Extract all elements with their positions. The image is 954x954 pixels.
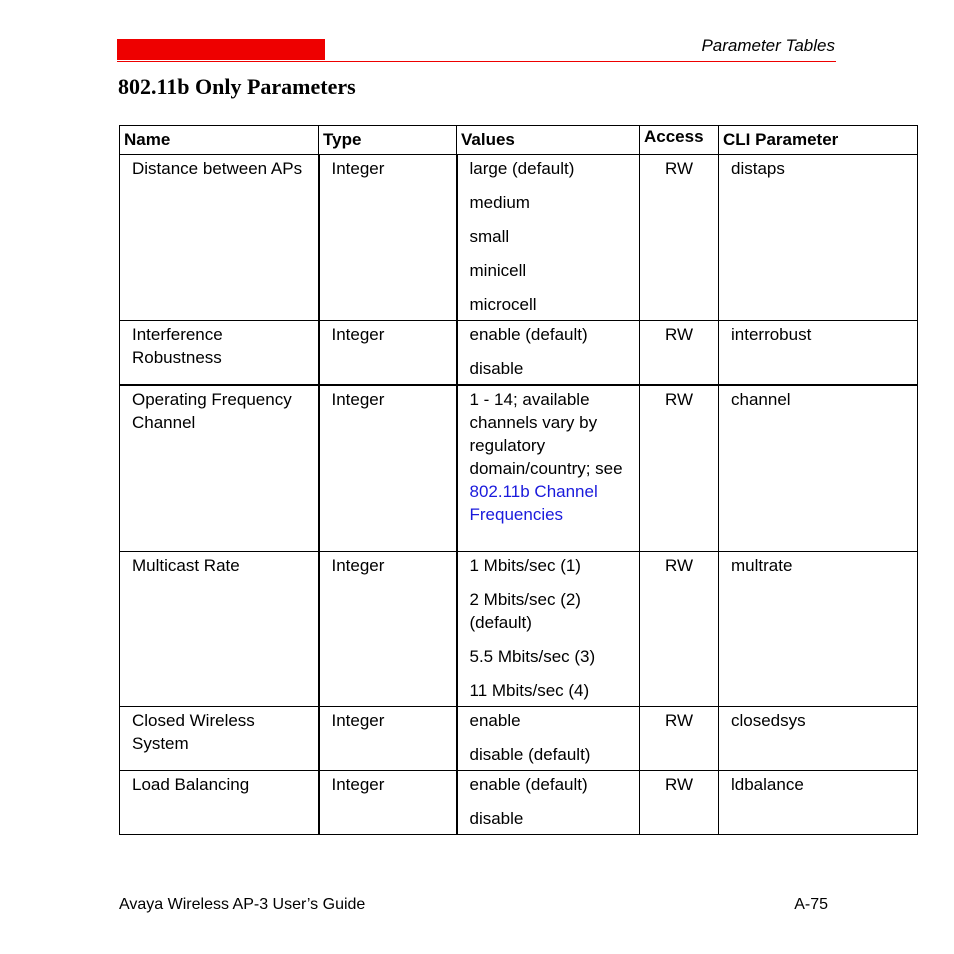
- header-red-bar: [117, 39, 325, 60]
- cell-values: [457, 770, 640, 834]
- cell-type: Integer: [319, 551, 457, 706]
- value-item: 11 Mbits/sec (4): [469, 680, 590, 700]
- column-header-values: Values: [457, 126, 640, 155]
- cell-cli-parameter: interrobust: [719, 321, 918, 386]
- cell-values: [457, 385, 640, 551]
- cell-name: Multicast Rate: [120, 551, 319, 706]
- value-item: enable (default): [469, 774, 588, 794]
- parameters-table: [119, 125, 918, 835]
- value-item: disable: [469, 808, 524, 828]
- table-row: [120, 155, 918, 321]
- value-item: enable (default): [469, 325, 588, 344]
- column-header-name: Name: [120, 126, 319, 155]
- value-item: 1 Mbits/sec (1): [469, 555, 581, 575]
- cell-access: RW: [640, 551, 719, 706]
- value-item: 2 Mbits/sec (2) (default): [469, 589, 581, 632]
- table-row: [120, 706, 918, 770]
- table-row: [120, 385, 918, 551]
- cell-name: Load Balancing: [120, 770, 319, 834]
- cell-access: RW: [640, 706, 719, 770]
- cell-type: Integer: [319, 385, 457, 551]
- value-item: minicell: [469, 261, 527, 280]
- footer-guide-title: Avaya Wireless AP-3 User’s Guide: [119, 896, 366, 913]
- column-header-access: Access: [640, 126, 719, 155]
- cell-type: Integer: [319, 321, 457, 386]
- cell-name: Distance between APs: [120, 155, 319, 321]
- cell-values: [457, 321, 640, 386]
- cell-name: Interference Robustness: [120, 321, 319, 386]
- cell-type: Integer: [319, 155, 457, 321]
- cell-type: Integer: [319, 770, 457, 834]
- cell-name: Closed Wireless System: [120, 706, 319, 770]
- cell-cli-parameter: multrate: [719, 551, 918, 706]
- section-title: 802.11b Only Parameters: [118, 74, 356, 99]
- cell-access: RW: [640, 385, 719, 551]
- value-item: small: [469, 227, 510, 246]
- cell-cli-parameter: ldbalance: [719, 770, 918, 834]
- cell-access: RW: [640, 321, 719, 386]
- value-text: 1 - 14; available channels vary by regulatory domain/country; see: [469, 390, 623, 478]
- cell-values: [457, 551, 640, 706]
- cell-access: RW: [640, 155, 719, 321]
- value-item: disable (default): [469, 744, 591, 764]
- cell-cli-parameter: distaps: [719, 155, 918, 321]
- table-header-row: [120, 126, 918, 155]
- column-header-cli-parameter: CLI Parameter: [719, 126, 918, 155]
- table-row: [120, 770, 918, 834]
- running-header: Parameter Tables: [701, 36, 835, 55]
- cell-values: [457, 155, 640, 321]
- value-item: large (default): [469, 159, 575, 178]
- footer-page-number: A-75: [794, 896, 828, 913]
- channel-frequencies-link[interactable]: 802.11b Channel Frequencies: [469, 482, 598, 524]
- cell-cli-parameter: closedsys: [719, 706, 918, 770]
- cell-values: [457, 706, 640, 770]
- header-rule: [117, 61, 836, 62]
- value-item: disable: [469, 359, 524, 378]
- cell-type: Integer: [319, 706, 457, 770]
- table-row: [120, 321, 918, 386]
- cell-cli-parameter: channel: [719, 385, 918, 551]
- cell-name: Operating Frequency Channel: [120, 385, 319, 551]
- value-item: microcell: [469, 295, 537, 314]
- value-item: enable: [469, 710, 521, 730]
- cell-access: RW: [640, 770, 719, 834]
- column-header-type: Type: [319, 126, 457, 155]
- table-row: [120, 551, 918, 706]
- value-item: 5.5 Mbits/sec (3): [469, 646, 596, 666]
- value-item: medium: [469, 193, 530, 212]
